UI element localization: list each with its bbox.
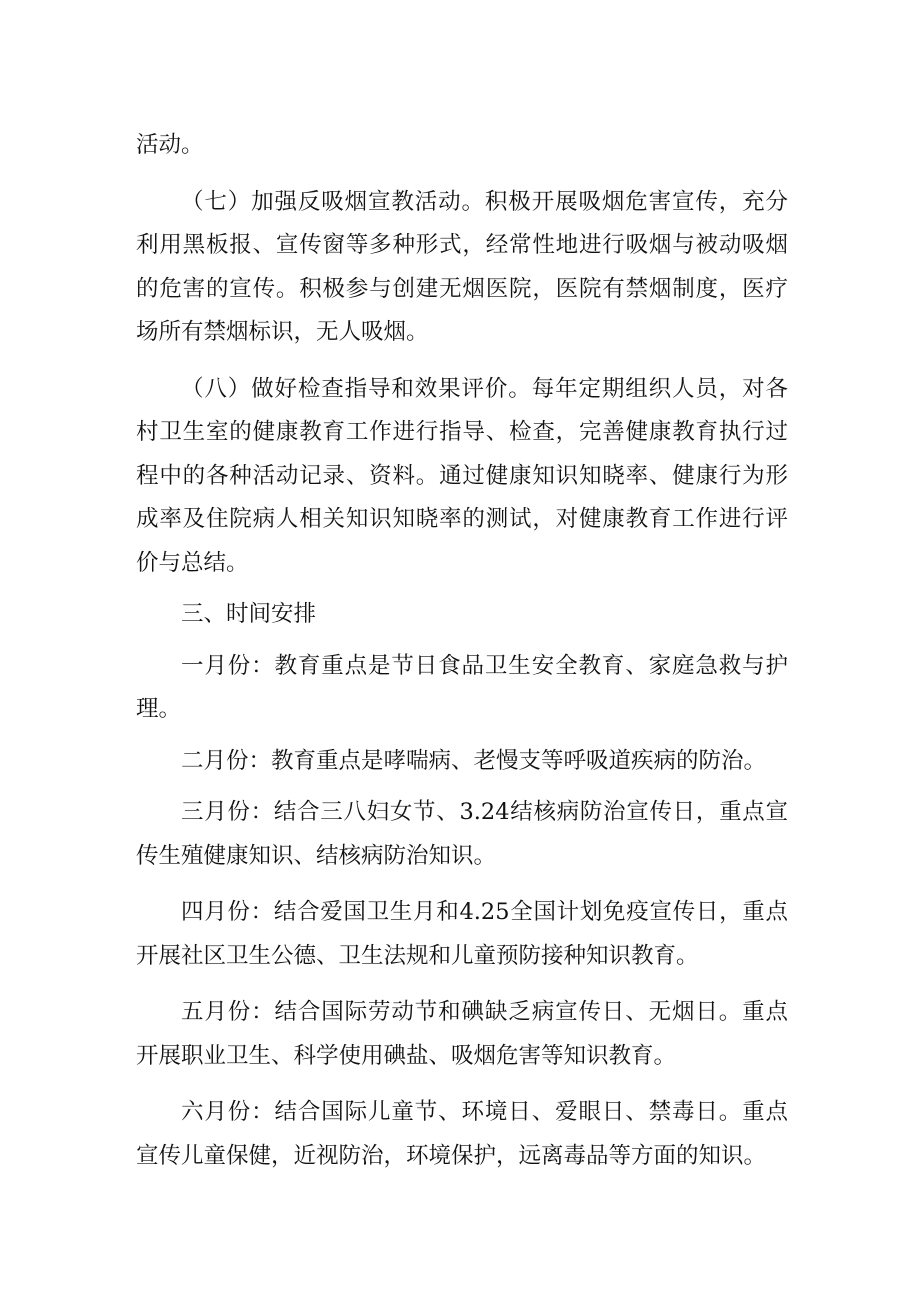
paragraph-march: 三月份：结合三八妇女节、3.24结核病防治宣传日，重点宣传生殖健康知识、结核病防治知识。 (136, 799, 788, 869)
paragraph-may: 五月份：结合国际劳动节和碘缺乏病宣传日、无烟日。重点开展职业卫生、科学使用碘盐、吸烟危害等知识教育。 (136, 999, 788, 1069)
paragraph-anti-smoking: （七）加强反吸烟宣教活动。积极开展吸烟危害宣传，充分利用黑板报、宣传窗等多种形式，经常性地进行吸烟与被动吸烟的危害的宣传。积极参与创建无烟医院，医院有禁烟制度，医疗场所有禁烟标识，无人吸烟。 (136, 188, 788, 345)
paragraph-continuation: 活动。 (136, 132, 204, 158)
paragraph-january: 一月份：教育重点是节日食品卫生安全教育、家庭急救与护理。 (136, 652, 788, 722)
document-body (136, 124, 788, 1178)
paragraph-inspection: （八）做好检查指导和效果评价。每年定期组织人员，对各村卫生室的健康教育工作进行指导、检查，完善健康教育执行过程中的各种活动记录、资料。通过健康知识知晓率、健康行为形成率及住院病人相关知识知晓率的测试，对健康教育工作进行评价与总结。 (136, 375, 788, 576)
paragraph-april: 四月份：结合爱国卫生月和4.25全国计划免疫宣传日，重点开展社区卫生公德、卫生法规和儿童预防接种知识教育。 (136, 899, 788, 969)
paragraph-june: 六月份：结合国际儿童节、环境日、爱眼日、禁毒日。重点宣传儿童保健，近视防治，环境保护，远离毒品等方面的知识。 (136, 1099, 788, 1169)
section-heading-schedule: 三、时间安排 (181, 601, 317, 627)
paragraph-february: 二月份：教育重点是哮喘病、老慢支等呼吸道疾病的防治。 (181, 747, 767, 774)
